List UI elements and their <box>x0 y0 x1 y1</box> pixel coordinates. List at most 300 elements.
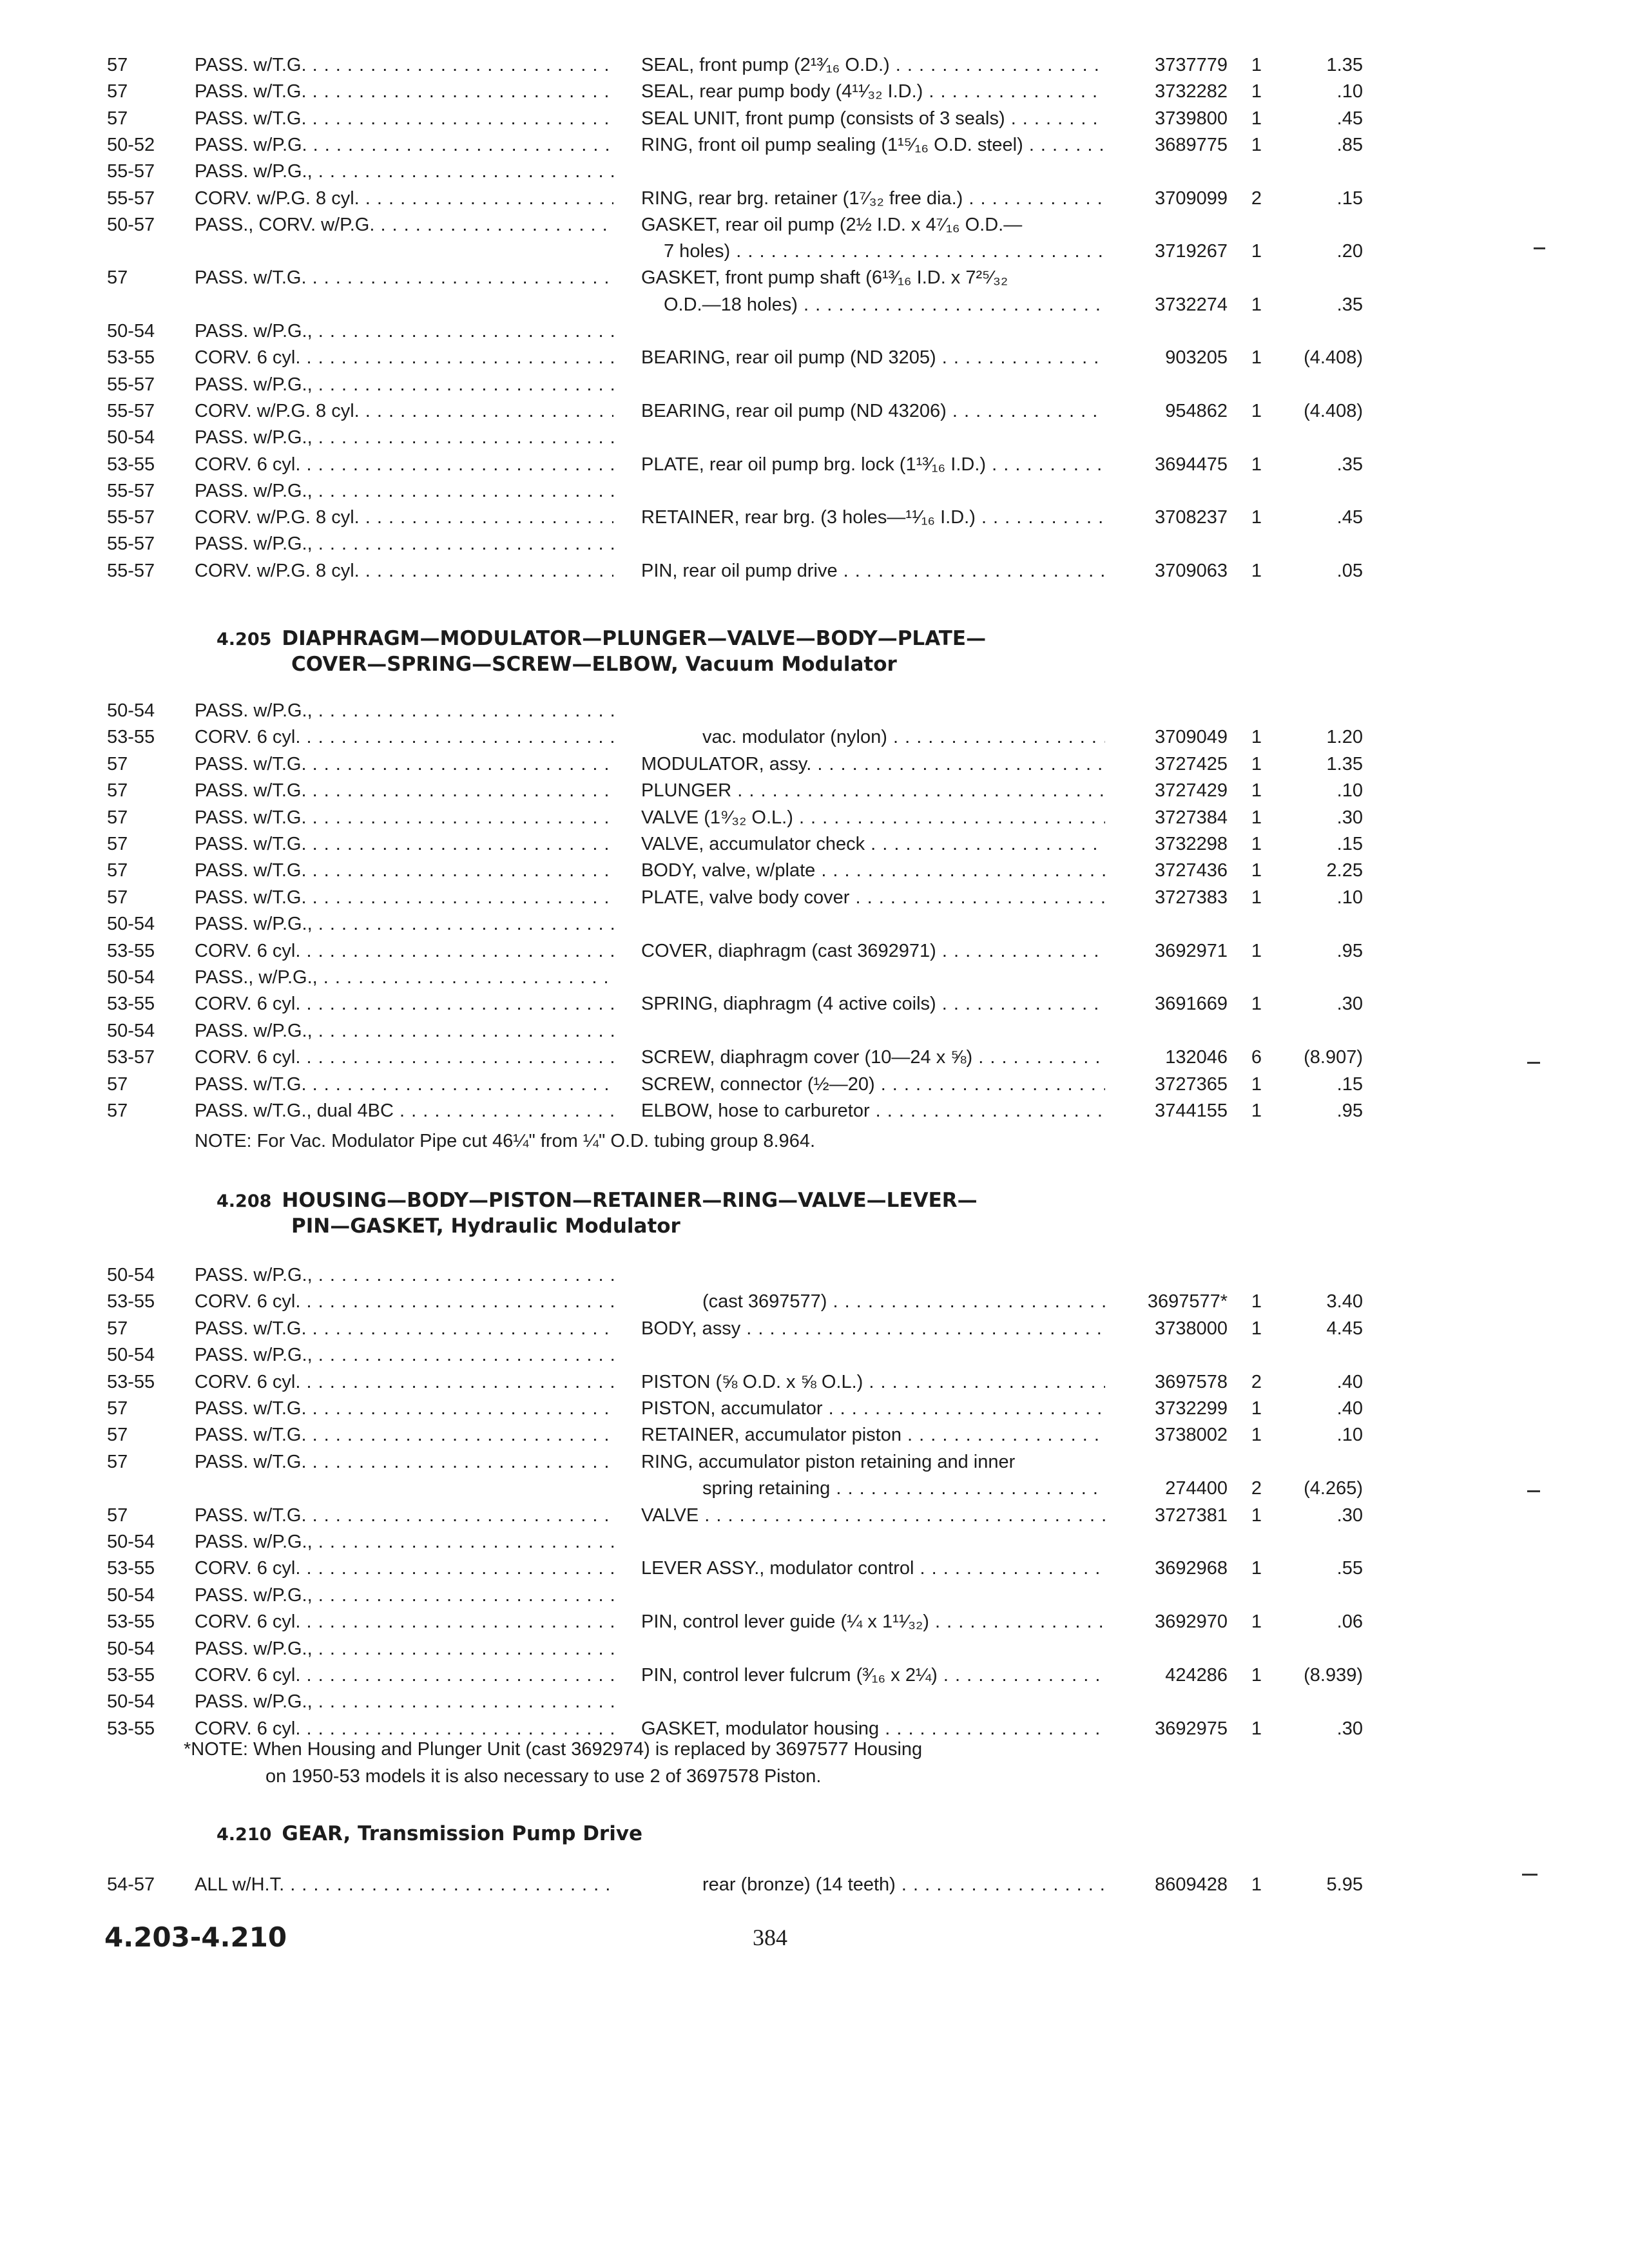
model-application: PASS. w/T.G. . . . <box>195 1448 613 1475</box>
quantity: 1 <box>1251 1425 1262 1446</box>
model-application: PASS. w/T.G. . . . <box>195 857 613 884</box>
part-description: SEAL, front pump (2¹³⁄₁₆ O.D.) . . . <box>641 52 1105 79</box>
quantity: 1 <box>1251 294 1262 315</box>
model-year: 53-55 <box>107 727 155 748</box>
quantity: 1 <box>1251 994 1262 1015</box>
price: .30 <box>1336 994 1363 1015</box>
price: .30 <box>1336 1718 1363 1739</box>
part-description: spring retaining . . . <box>702 1475 1105 1502</box>
price: 3.40 <box>1326 1291 1363 1312</box>
part-row <box>0 831 1629 858</box>
part-row <box>0 1688 1629 1715</box>
model-year: 57 <box>107 81 128 102</box>
part-row <box>0 52 1629 79</box>
quantity: 2 <box>1251 187 1262 209</box>
model-year: 50-54 <box>107 321 155 341</box>
quantity: 1 <box>1251 108 1262 129</box>
model-year: 57 <box>107 860 128 881</box>
quantity: 1 <box>1251 507 1262 528</box>
part-description: RING, accumulator piston retaining and inner <box>641 1451 1016 1472</box>
quantity: 1 <box>1251 1665 1262 1686</box>
part-number: 3708237 <box>1155 507 1228 528</box>
part-row <box>0 131 1629 159</box>
quantity: 1 <box>1251 134 1262 155</box>
part-row <box>0 78 1629 105</box>
part-row <box>0 777 1629 804</box>
part-description: SCREW, diaphragm cover (10—24 x ⅝) . . . <box>641 1044 1105 1071</box>
model-year: 57 <box>107 108 128 129</box>
part-description: MODULATOR, assy. . . . <box>641 751 1105 778</box>
model-application: CORV. 6 cyl. . . . <box>195 344 613 371</box>
part-number: 954862 <box>1165 400 1228 421</box>
part-row <box>0 238 1629 265</box>
part-description: ELBOW, hose to carburetor . . . <box>641 1097 1105 1124</box>
section-number: 4.210 <box>217 1825 272 1845</box>
part-description: RETAINER, accumulator piston . . . <box>641 1421 1105 1448</box>
part-number: 3692975 <box>1155 1718 1228 1739</box>
part-row <box>0 751 1629 778</box>
price: .15 <box>1336 834 1363 854</box>
price: .55 <box>1336 1558 1363 1579</box>
model-year: 53-55 <box>107 994 155 1015</box>
part-description: BEARING, rear oil pump (ND 3205) . . . <box>641 344 1105 371</box>
model-year: 57 <box>107 1100 128 1121</box>
part-row <box>0 318 1629 345</box>
model-year: 57 <box>107 807 128 828</box>
model-application: PASS. w/T.G. . . . <box>195 52 613 79</box>
model-year: 57 <box>107 834 128 854</box>
part-description: PLATE, rear oil pump brg. lock (1¹³⁄₁₆ I.D.) . . . <box>641 451 1105 478</box>
part-number: 3744155 <box>1155 1100 1228 1121</box>
model-application: PASS. w/T.G. . . . <box>195 1502 613 1529</box>
model-application: ALL w/H.T. . . . <box>195 1871 613 1898</box>
model-application: CORV. 6 cyl. . . . <box>195 1044 613 1071</box>
quantity: 1 <box>1251 834 1262 854</box>
model-application: PASS. w/T.G. . . . <box>195 264 613 291</box>
price: (8.939) <box>1304 1665 1363 1686</box>
price: .45 <box>1336 108 1363 129</box>
part-description: VALVE . . . <box>641 1502 1105 1529</box>
quantity: 1 <box>1251 454 1262 475</box>
price: 1.35 <box>1326 55 1363 75</box>
model-year: 55-57 <box>107 533 155 555</box>
quantity: 1 <box>1251 940 1262 961</box>
quantity: 1 <box>1251 81 1262 102</box>
price: .40 <box>1336 1371 1363 1392</box>
part-row <box>0 1369 1629 1396</box>
part-row <box>0 105 1629 132</box>
part-row <box>0 1341 1629 1369</box>
part-description: (cast 3697577) . . . <box>702 1288 1105 1315</box>
model-year: 53-55 <box>107 1665 155 1686</box>
quantity: 6 <box>1251 1047 1262 1068</box>
section-title-line2: PIN—GASKET, Hydraulic Modulator <box>291 1215 680 1238</box>
part-row <box>0 697 1629 724</box>
model-application: PASS., CORV. w/P.G. . . . <box>195 211 613 238</box>
margin-mark <box>1527 1062 1540 1064</box>
model-year: 57 <box>107 267 128 289</box>
section-title-line2: COVER—SPRING—SCREW—ELBOW, Vacuum Modulator <box>291 653 897 676</box>
model-application: CORV. 6 cyl. . . . <box>195 937 613 965</box>
model-application: CORV. 6 cyl. . . . <box>195 1608 613 1635</box>
part-description: PIN, control lever fulcrum (³⁄₁₆ x 2¼) . . . <box>641 1662 1105 1689</box>
quantity: 2 <box>1251 1371 1262 1392</box>
model-year: 57 <box>107 1318 128 1339</box>
part-row <box>0 451 1629 478</box>
price: 2.25 <box>1326 860 1363 881</box>
part-description: PISTON (⅝ O.D. x ⅝ O.L.) . . . <box>641 1369 1105 1396</box>
part-row <box>0 857 1629 884</box>
price: .35 <box>1336 454 1363 475</box>
part-number: 3727381 <box>1155 1504 1228 1526</box>
model-year: 50-54 <box>107 1020 155 1041</box>
part-row <box>0 1608 1629 1635</box>
model-year: 57 <box>107 1451 128 1472</box>
quantity: 1 <box>1251 860 1262 881</box>
part-number: 3697577* <box>1147 1291 1228 1312</box>
section-note-line2: on 1950-53 models it is also necessary to use 2 of 3697578 Piston. <box>265 1766 822 1787</box>
section-title-line1: DIAPHRAGM—MODULATOR—PLUNGER—VALVE—BODY—PLATE— <box>282 627 987 650</box>
section-note-line1: *NOTE: When Housing and Plunger Unit (cast 3692974) is replaced by 3697577 Housing <box>184 1739 923 1760</box>
part-number: 3694475 <box>1155 454 1228 475</box>
price: (4.408) <box>1304 347 1363 369</box>
part-row <box>0 1528 1629 1555</box>
model-year: 57 <box>107 780 128 802</box>
part-row <box>0 1421 1629 1448</box>
part-row <box>0 291 1629 318</box>
part-number: 3732299 <box>1155 1398 1228 1419</box>
model-application: CORV. 6 cyl. . . . <box>195 1662 613 1689</box>
part-number: 3732282 <box>1155 81 1228 102</box>
model-year: 53-55 <box>107 1611 155 1633</box>
part-description: BODY, assy . . . <box>641 1315 1105 1342</box>
part-description: VALVE, accumulator check . . . <box>641 831 1105 858</box>
quantity: 1 <box>1251 1558 1262 1579</box>
part-number: 3709049 <box>1155 727 1228 748</box>
price: .85 <box>1336 134 1363 155</box>
model-year: 50-54 <box>107 1532 155 1552</box>
model-application: PASS. w/T.G. . . . <box>195 884 613 911</box>
part-number: 3691669 <box>1155 994 1228 1015</box>
part-number: 424286 <box>1165 1665 1228 1686</box>
price: .10 <box>1336 81 1363 102</box>
quantity: 1 <box>1251 1073 1262 1095</box>
part-description: RETAINER, rear brg. (3 holes—¹¹⁄₁₆ I.D.) . . . <box>641 504 1105 531</box>
quantity: 1 <box>1251 400 1262 421</box>
model-application: PASS. w/T.G. . . . <box>195 78 613 105</box>
model-application: PASS. w/P.G., . . . <box>195 477 613 505</box>
quantity: 1 <box>1251 1398 1262 1419</box>
model-year: 57 <box>107 55 128 75</box>
model-year: 53-55 <box>107 347 155 369</box>
part-description: VALVE (1⁹⁄₃₂ O.L.) . . . <box>641 804 1105 831</box>
model-year: 57 <box>107 1425 128 1446</box>
part-number: 3727365 <box>1155 1073 1228 1095</box>
model-application: CORV. 6 cyl. . . . <box>195 1555 613 1582</box>
model-application: PASS. w/P.G., . . . <box>195 1635 613 1662</box>
model-application: PASS. w/P.G., . . . <box>195 318 613 345</box>
quantity: 1 <box>1251 1611 1262 1633</box>
model-application: PASS. w/T.G. . . . <box>195 804 613 831</box>
model-application: CORV. w/P.G. 8 cyl. . . . <box>195 504 613 531</box>
price: .10 <box>1336 887 1363 908</box>
section-title-line1: HOUSING—BODY—PISTON—RETAINER—RING—VALVE—LEVER— <box>282 1189 978 1212</box>
part-number: 3732274 <box>1155 294 1228 315</box>
part-description: BEARING, rear oil pump (ND 43206) . . . <box>641 398 1105 425</box>
quantity: 1 <box>1251 241 1262 262</box>
part-row <box>0 1635 1629 1662</box>
footer-section-range: 4.203-4.210 <box>104 1921 287 1953</box>
part-row <box>0 557 1629 584</box>
model-application: PASS. w/P.G., . . . <box>195 530 613 557</box>
price: .35 <box>1336 294 1363 315</box>
part-number: 3697578 <box>1155 1371 1228 1392</box>
part-description: BODY, valve, w/plate . . . <box>641 857 1105 884</box>
model-application: CORV. w/P.G. 8 cyl. . . . <box>195 185 613 212</box>
part-number: 3738000 <box>1155 1318 1228 1339</box>
quantity: 1 <box>1251 807 1262 828</box>
part-description: SPRING, diaphragm (4 active coils) . . . <box>641 990 1105 1017</box>
price: 1.35 <box>1326 753 1363 774</box>
model-application: PASS. w/P.G., . . . <box>195 424 613 451</box>
part-row <box>0 1315 1629 1342</box>
model-year: 53-55 <box>107 1371 155 1392</box>
part-row <box>0 344 1629 371</box>
price: .95 <box>1336 1100 1363 1121</box>
model-year: 55-57 <box>107 560 155 581</box>
part-row <box>0 264 1629 291</box>
price: .10 <box>1336 780 1363 802</box>
model-year: 50-54 <box>107 1584 155 1606</box>
part-description: O.D.—18 holes) . . . <box>664 291 1105 318</box>
section-number: 4.208 <box>217 1191 272 1211</box>
price: (8.907) <box>1304 1047 1363 1068</box>
model-year: 55-57 <box>107 400 155 421</box>
model-year: 50-54 <box>107 1638 155 1659</box>
model-application: PASS. w/T.G. . . . <box>195 1395 613 1422</box>
price: .20 <box>1336 241 1363 262</box>
price: 5.95 <box>1326 1874 1363 1895</box>
quantity: 1 <box>1251 753 1262 774</box>
model-year: 53-55 <box>107 454 155 475</box>
model-year: 54-57 <box>107 1874 155 1895</box>
part-description: 7 holes) . . . <box>664 238 1105 265</box>
model-application: PASS. w/T.G. . . . <box>195 1421 613 1448</box>
part-number: 3727436 <box>1155 860 1228 881</box>
model-year: 50-54 <box>107 1265 155 1285</box>
model-application: PASS. w/T.G. . . . <box>195 1071 613 1098</box>
part-description: RING, front oil pump sealing (1¹⁵⁄₁₆ O.D. steel) . . . <box>641 131 1105 159</box>
quantity: 1 <box>1251 1504 1262 1526</box>
price: .05 <box>1336 560 1363 581</box>
model-year: 50-54 <box>107 967 155 988</box>
quantity: 1 <box>1251 560 1262 581</box>
part-description: rear (bronze) (14 teeth) . . . <box>702 1871 1105 1898</box>
model-year: 57 <box>107 1504 128 1526</box>
model-application: PASS. w/P.G., . . . <box>195 1528 613 1555</box>
part-description: LEVER ASSY., modulator control . . . <box>641 1555 1105 1582</box>
part-row <box>0 1871 1629 1898</box>
quantity: 1 <box>1251 1874 1262 1895</box>
part-row <box>0 477 1629 505</box>
model-year: 50-54 <box>107 427 155 448</box>
part-description: RING, rear brg. retainer (1⁷⁄₃₂ free dia.) . . . <box>641 185 1105 212</box>
part-row <box>0 1475 1629 1502</box>
part-number: 3727384 <box>1155 807 1228 828</box>
part-number: 8609428 <box>1155 1874 1228 1895</box>
price: (4.265) <box>1304 1478 1363 1499</box>
price: .45 <box>1336 507 1363 528</box>
quantity: 1 <box>1251 1318 1262 1339</box>
part-row <box>0 1395 1629 1422</box>
part-description: PLATE, valve body cover . . . <box>641 884 1105 911</box>
price: 1.20 <box>1326 727 1363 748</box>
model-application: CORV. 6 cyl. . . . <box>195 1715 613 1742</box>
model-year: 53-55 <box>107 1558 155 1579</box>
model-year: 50-57 <box>107 214 155 235</box>
price: .40 <box>1336 1398 1363 1419</box>
price: .95 <box>1336 940 1363 961</box>
model-application: PASS. w/P.G., . . . <box>195 1017 613 1044</box>
model-year: 50-54 <box>107 1345 155 1366</box>
part-row <box>0 1448 1629 1475</box>
model-year: 50-54 <box>107 914 155 935</box>
part-number: 3727429 <box>1155 780 1228 802</box>
part-row <box>0 964 1629 991</box>
part-description: PISTON, accumulator . . . <box>641 1395 1105 1422</box>
model-application: CORV. w/P.G. 8 cyl. . . . <box>195 557 613 584</box>
price: 4.45 <box>1326 1318 1363 1339</box>
model-year: 55-57 <box>107 374 155 395</box>
part-number: 3727383 <box>1155 887 1228 908</box>
model-year: 50-54 <box>107 1691 155 1713</box>
model-year: 50-52 <box>107 134 155 155</box>
model-application: PASS. w/P.G., . . . <box>195 1688 613 1715</box>
model-application: PASS. w/P.G. . . . <box>195 131 613 159</box>
section-note: NOTE: For Vac. Modulator Pipe cut 46¼" from ¼" O.D. tubing group 8.964. <box>195 1131 816 1151</box>
part-row <box>0 1017 1629 1044</box>
part-number: 3719267 <box>1155 241 1228 262</box>
model-application: CORV. 6 cyl. . . . <box>195 724 613 751</box>
quantity: 1 <box>1251 55 1262 75</box>
model-application: CORV. 6 cyl. . . . <box>195 990 613 1017</box>
page-number: 384 <box>753 1925 787 1950</box>
part-number: 3732298 <box>1155 834 1228 854</box>
model-application: PASS. w/P.G., . . . <box>195 1582 613 1609</box>
part-row <box>0 910 1629 937</box>
model-year: 53-57 <box>107 1047 155 1068</box>
model-year: 55-57 <box>107 480 155 501</box>
quantity: 1 <box>1251 1291 1262 1312</box>
price: (4.408) <box>1304 400 1363 421</box>
model-application: CORV. 6 cyl. . . . <box>195 451 613 478</box>
model-year: 57 <box>107 1073 128 1095</box>
part-number: 3692971 <box>1155 940 1228 961</box>
part-number: 3709099 <box>1155 187 1228 209</box>
part-number: 3737779 <box>1155 55 1228 75</box>
part-row <box>0 158 1629 185</box>
part-row <box>0 1582 1629 1609</box>
part-row <box>0 990 1629 1017</box>
part-number: 3709063 <box>1155 560 1228 581</box>
model-year: 50-54 <box>107 700 155 721</box>
part-number: 3739800 <box>1155 108 1228 129</box>
model-year: 53-55 <box>107 1291 155 1312</box>
part-number: 3738002 <box>1155 1425 1228 1446</box>
model-year: 57 <box>107 1398 128 1419</box>
part-row <box>0 371 1629 398</box>
part-number: 3689775 <box>1155 134 1228 155</box>
quantity: 1 <box>1251 347 1262 369</box>
model-application: PASS. w/T.G. . . . <box>195 105 613 132</box>
model-application: PASS. w/P.G., . . . <box>195 158 613 185</box>
model-application: PASS., w/P.G., . . . <box>195 964 613 991</box>
model-application: CORV. 6 cyl. . . . <box>195 1288 613 1315</box>
quantity: 1 <box>1251 887 1262 908</box>
quantity: 1 <box>1251 727 1262 748</box>
model-application: PASS. w/T.G. . . . <box>195 831 613 858</box>
model-year: 55-57 <box>107 507 155 528</box>
part-row <box>0 185 1629 212</box>
price: .30 <box>1336 1504 1363 1526</box>
model-application: PASS. w/P.G., . . . <box>195 910 613 937</box>
part-row <box>0 1071 1629 1098</box>
part-row <box>0 424 1629 451</box>
part-description: PLUNGER . . . <box>641 777 1105 804</box>
margin-mark <box>1527 1490 1540 1492</box>
model-application: PASS. w/T.G. . . . <box>195 751 613 778</box>
quantity: 1 <box>1251 1100 1262 1121</box>
model-application: PASS. w/T.G. . . . <box>195 777 613 804</box>
quantity: 2 <box>1251 1478 1262 1499</box>
part-row <box>0 1288 1629 1315</box>
model-year: 57 <box>107 887 128 908</box>
part-number: 132046 <box>1165 1047 1228 1068</box>
model-application: PASS. w/P.G., . . . <box>195 1341 613 1369</box>
price: .10 <box>1336 1425 1363 1446</box>
part-row <box>0 724 1629 751</box>
part-number: 3692970 <box>1155 1611 1228 1633</box>
model-application: PASS. w/P.G., . . . <box>195 371 613 398</box>
model-year: 53-55 <box>107 940 155 961</box>
part-row <box>0 530 1629 557</box>
margin-mark <box>1522 1874 1537 1876</box>
model-year: 53-55 <box>107 1718 155 1739</box>
part-description: GASKET, modulator housing . . . <box>641 1715 1105 1742</box>
price: .15 <box>1336 187 1363 209</box>
part-row <box>0 1662 1629 1689</box>
model-application: CORV. 6 cyl. . . . <box>195 1369 613 1396</box>
part-row <box>0 1502 1629 1529</box>
model-year: 55-57 <box>107 187 155 209</box>
part-row <box>0 211 1629 238</box>
price: .15 <box>1336 1073 1363 1095</box>
margin-mark <box>1534 247 1545 249</box>
part-description: SEAL, rear pump body (4¹¹⁄₃₂ I.D.) . . . <box>641 78 1105 105</box>
part-row <box>0 804 1629 831</box>
part-description: SEAL UNIT, front pump (consists of 3 seals) . . . <box>641 105 1105 132</box>
part-description: vac. modulator (nylon) . . . <box>702 724 1105 751</box>
model-application: PASS. w/T.G. . . . <box>195 1315 613 1342</box>
part-description: GASKET, rear oil pump (2½ I.D. x 4⁷⁄₁₆ O.D.— <box>641 214 1023 235</box>
part-row <box>0 884 1629 911</box>
part-number: 903205 <box>1165 347 1228 369</box>
part-description: PIN, rear oil pump drive . . . <box>641 557 1105 584</box>
part-description: PIN, control lever guide (¼ x 1¹¹⁄₃₂) . . . <box>641 1608 1105 1635</box>
part-row <box>0 1097 1629 1124</box>
model-year: 57 <box>107 753 128 774</box>
part-row <box>0 1555 1629 1582</box>
